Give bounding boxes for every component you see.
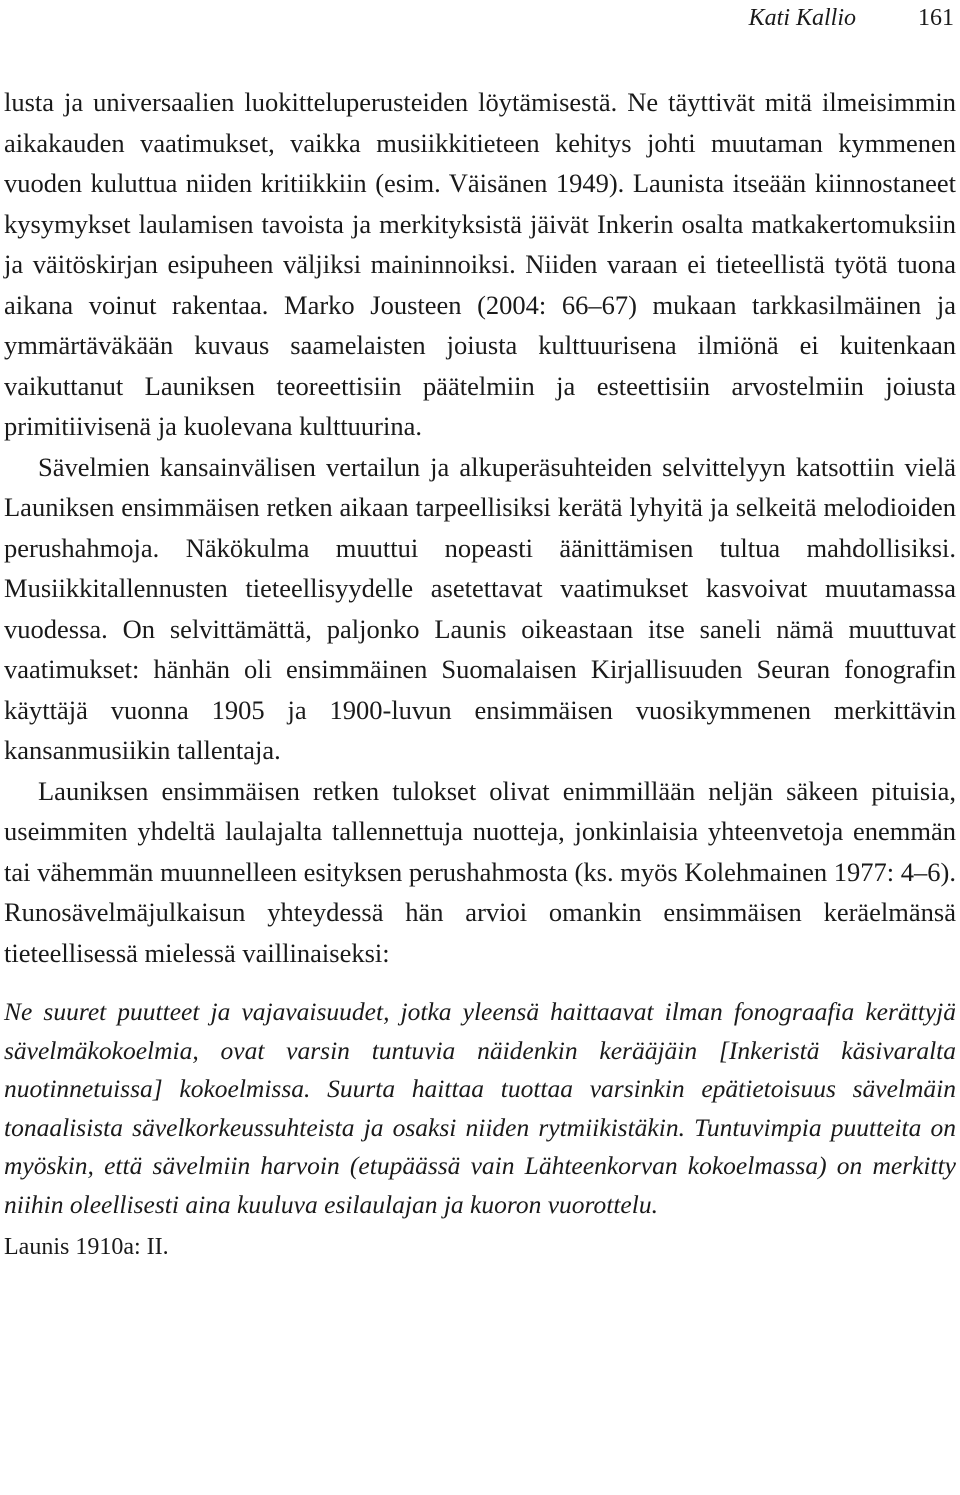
running-header <box>749 2 954 34</box>
running-header-author: Kati Kallio <box>748 5 856 31</box>
paragraph-1: lusta ja universaalien luokitteluperusteiden löytämisestä. Ne täyttivät mitä ilmeisimmin aikakauden vaatimukset, vaikka musiikkitieteen kehitys johti muutaman kymmenen vuoden kuluttua niiden kritiikkiin (esim. Väisänen 1949). Launista itseään kiinnostaneet kysymykset laulamisen tavoista ja merkityksistä jäivät Inkerin osalta matkakertomuksiin ja väitöskirjan esipuheen väljiksi maininnoiksi. Niiden varaan ei tieteellistä työtä tuona aikana voinut rakentaa. Marko Jousteen (2004: 66–67) mukaan tarkkasilmäinen ja ymmärtäväkään kuvaus saamelaisten joiusta kulttuurisena ilmiönä ei kuitenkaan vaikuttanut Launiksen teoreettisiin päätelmiin ja esteettisiin arvostelmiin joiusta primitiivisenä ja kuolevana kulttuurina. <box>4 87 956 441</box>
block-quote: Ne suuret puutteet ja vajavaisuudet, jotka yleensä haittaavat ilman fonograafia kerättyjä sävelmäkokoelmia, ovat varsin tuntuvia näidenkin kerääjäin [Inkeristä käsivaralta nuotinnetuissa] kokoelmissa. Suurta haittaa tuottaa varsinkin epätietoisuus sävelmäin tonaalisista sävelkorkeussuhteista ja osaksi niiden rytmiikistäkin. Tuntuvimpia puutteita on myöskin, että sävelmiin harvoin (etupäässä vain Lähteenkorvan kokoelmassa) on merkitty niihin oleellisesti aina kuuluva esilaulajan ja kuoron vuorottelu. <box>4 997 956 1219</box>
paragraph-3: Launiksen ensimmäisen retken tulokset olivat enimmillään neljän säkeen pituisia, useimmiten yhdeltä laulajalta tallennettuja nuotteja, jonkinlaisia yhteenvetoja enemmän tai vähemmän muunnelleen esityksen perushahmosta (ks. myös Kolehmainen 1977: 4–6). Runosävelmäjulkaisun yhteydessä hän arvioi omankin ensimmäisen keräelmänsä tieteellisessä mielessä vaillinaiseksi: <box>4 775 956 968</box>
page-number: 161 <box>918 5 954 31</box>
quote-source: Launis 1910a: II. <box>4 1234 169 1260</box>
body-text <box>4 82 956 1264</box>
paragraph-2: Sävelmien kansainvälisen vertailun ja alkuperäsuhteiden selvittelyyn katsottiin vielä Launiksen ensimmäisen retken aikaan tarpeellisiksi kerätä lyhyitä ja selkeitä melodioiden perushahmoja. Näkökulma muuttui nopeasti äänittämisen tultua mahdollisiksi. Musiikkitallennusten tieteellisyydelle asetettavat vaatimukset kasvoivat muutamassa vuodessa. On selvittämättä, paljonko Launis oikeastaan itse saneli nämä muuttuvat vaatimukset: hänhän oli ensimmäinen Suomalaisen Kirjallisuuden Seuran fonografin käyttäjä vuonna 1905 ja 1900-luvun ensimmäisen vuosikymmenen merkittävin kansanmusiikin tallentaja. <box>4 451 956 765</box>
